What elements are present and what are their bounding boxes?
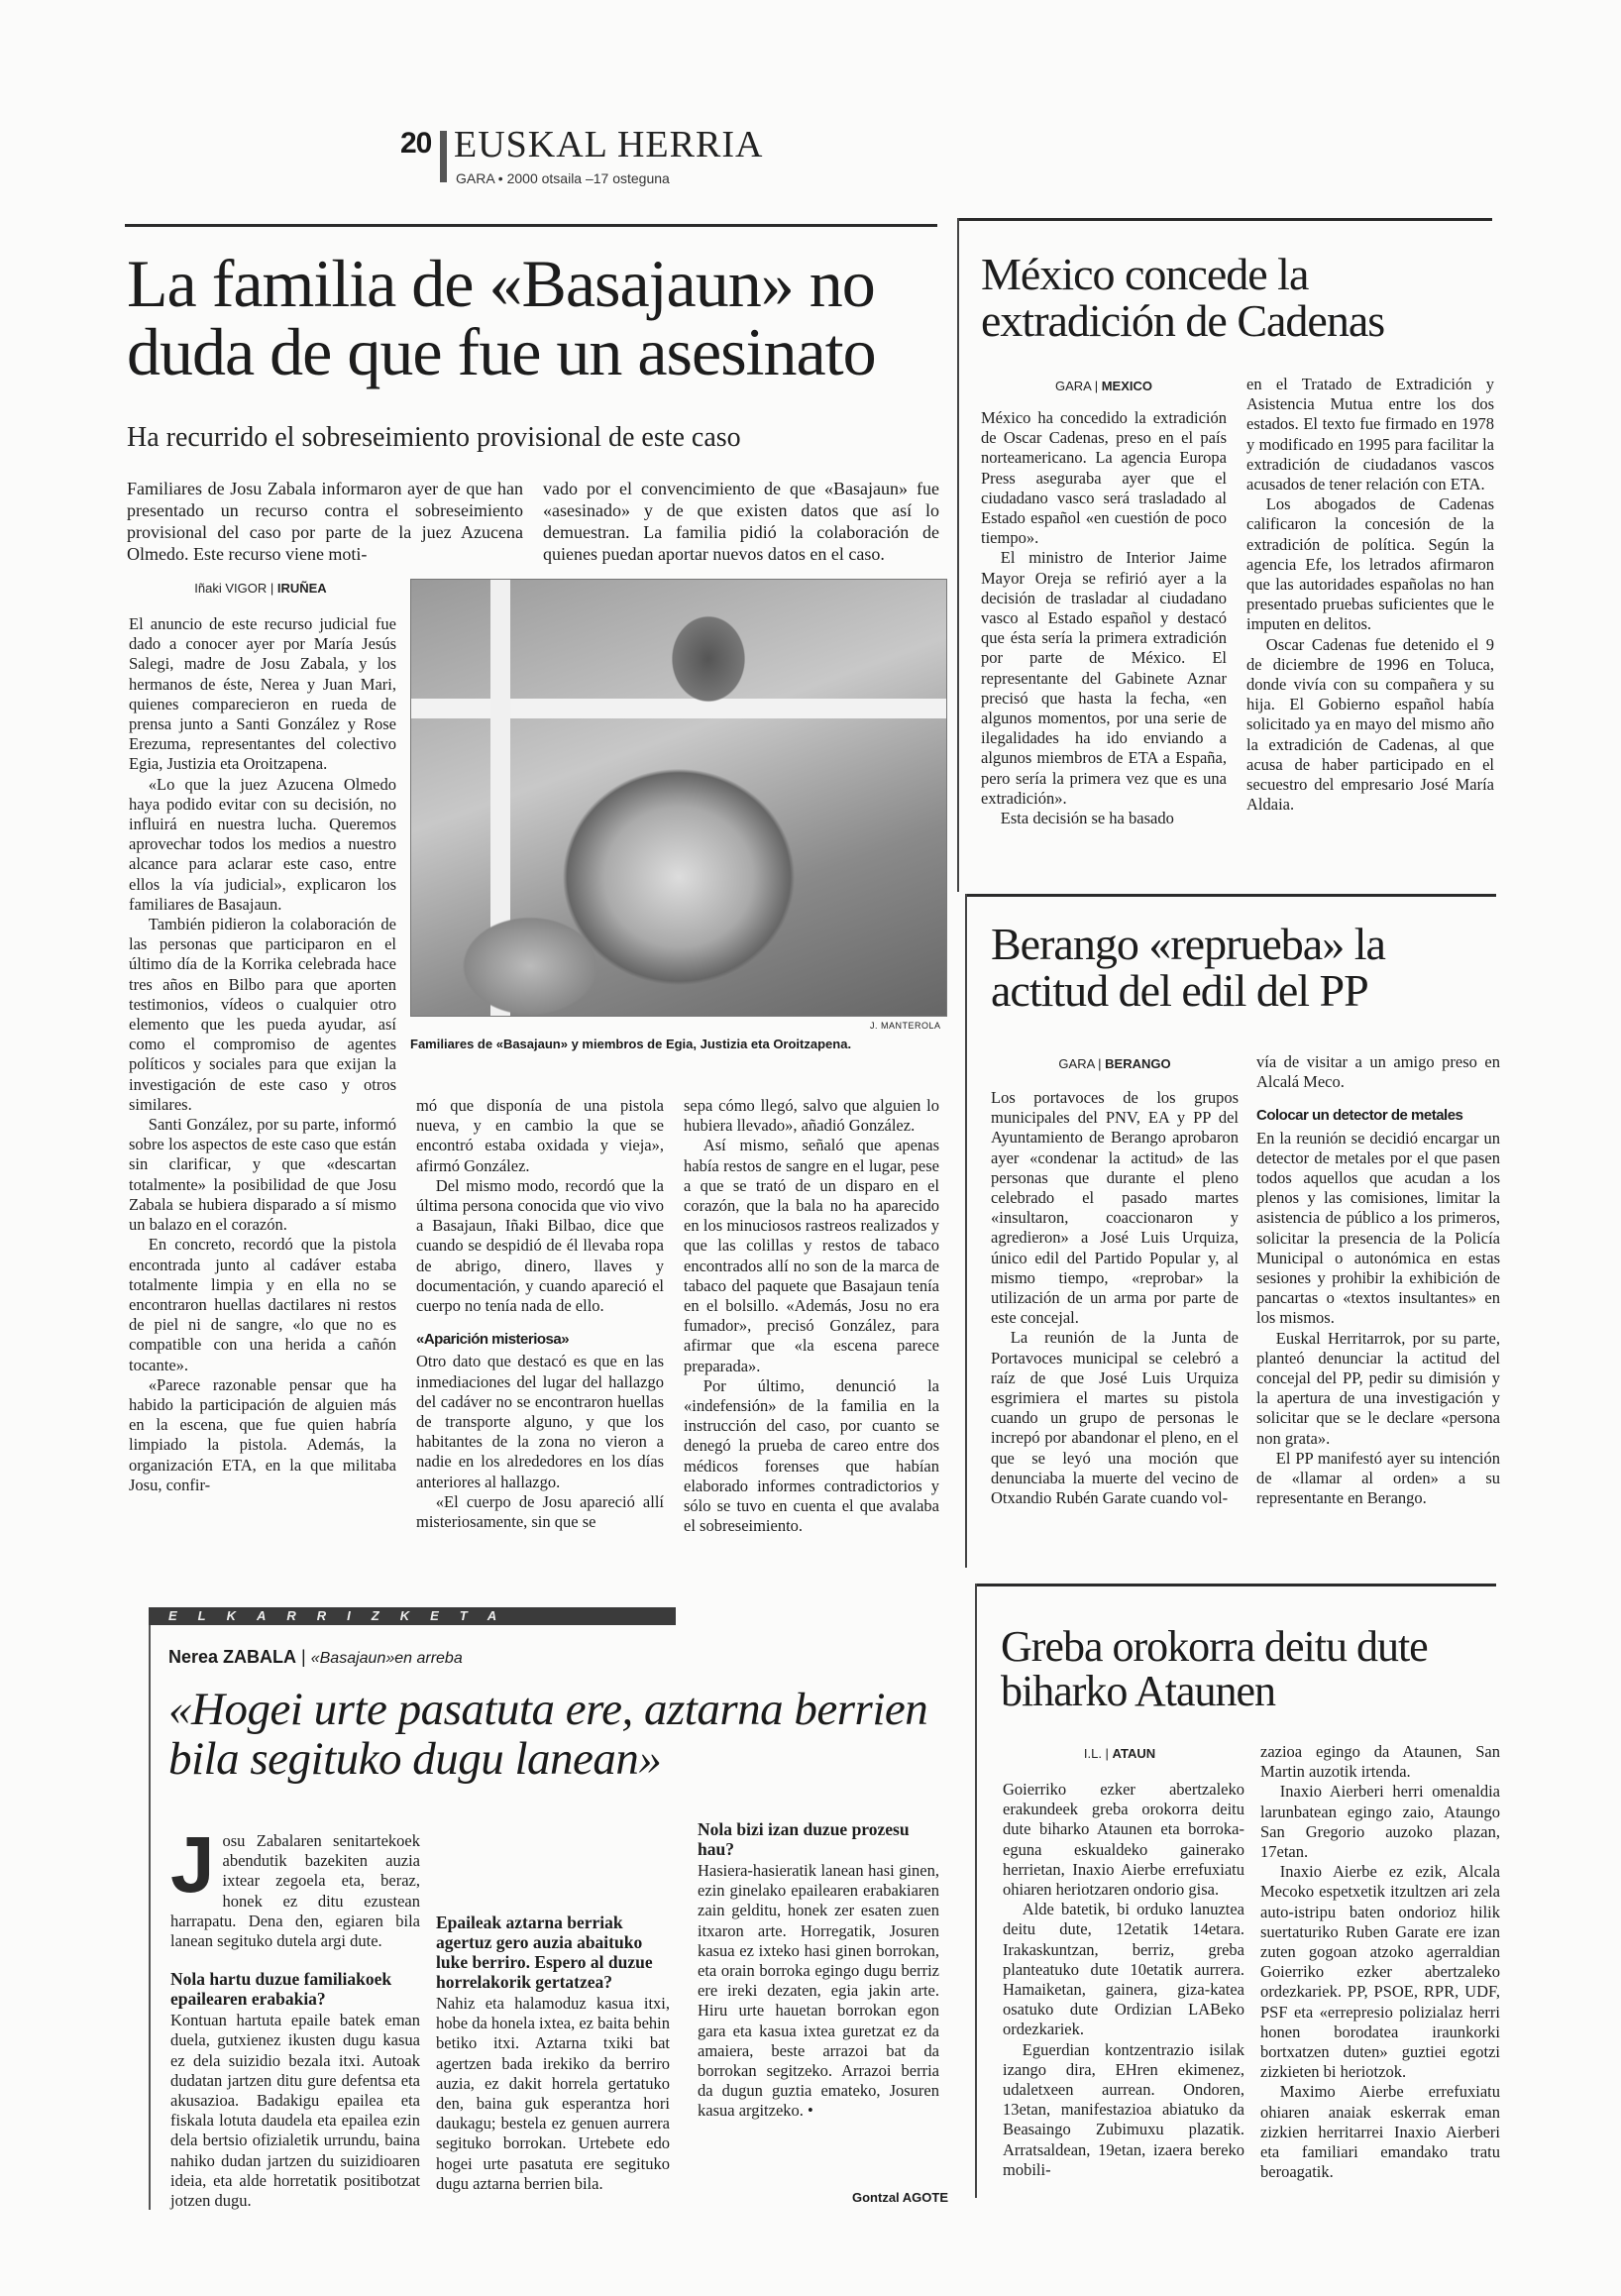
main-lead-col1: Familiares de Josu Zabala informaron ayer de que han presentado un recurso contra el sobreseimiento provisional del caso por parte de la juez Azucena Olmedo. Este recurso viene moti- (127, 479, 523, 564)
paragraph: Santi González, por su parte, informó sobre los aspectos de este caso que están sin clarificar, y que «descartan totalmente» la posibilidad de que Josu Zabala se hubiera disparado a sí mismo un balazo en el corazón. (129, 1115, 396, 1235)
byline-place: IRUÑEA (276, 581, 327, 596)
top-rule-left (125, 224, 937, 227)
masthead-bar (440, 131, 447, 182)
byline-place: ATAUN (1112, 1746, 1156, 1761)
interview-label-bar: ELKARRIZKETA (149, 1607, 676, 1625)
news-photo (410, 579, 947, 1017)
mexico-byline: GARA | MEXICO (1054, 379, 1153, 393)
interview-question: Nola hartu duzue familiakoek epailearen erabakia? (170, 1969, 392, 2010)
interview-col2 (436, 1805, 670, 2194)
main-subheadline: Ha recurrido el sobreseimiento provisional de este caso (127, 422, 741, 453)
photo-caption: Familiares de «Basajaun» y miembros de Egia, Justizia eta Oroitzapena. (410, 1037, 852, 1051)
byline-author: Iñaki VIGOR (194, 581, 268, 596)
interviewee-role: «Basajaun»en arreba (310, 1650, 463, 1667)
byline-author: I.L. (1083, 1746, 1102, 1761)
berango-byline: GARA | BERANGO (1058, 1056, 1171, 1071)
paragraph: La reunión de la Junta de Portavoces municipal se celebró a raíz de que José Luis Urquiza esgrimiera el martes su pistola cuando un grupo de personas le increpó por abandonar el pleno, en el que se leyó una moción que denunciaba la muerte del vecino de Otxandio Rubén Garate cuando vol- (991, 1328, 1239, 1508)
paragraph: Goierriko ezker abertzaleko erakundeek greba orokorra deitu dute biharko Ataunen eta borroka-eguna eskualdeko gainerako herrietan, Inaxio Aierbe errefuxiatu ohiaren heriotzaren ondorio gisa. (1003, 1780, 1244, 1900)
paragraph: Inaxio Aierbe ez ezik, Alcala Mecoko espetxetik itzultzen ari zela auto-istripu baten ondorioz hilik suertaturiko Ruben Garate ere izan zuten gogoan atzoko agerraldian Goierriko ezker abertzaleko ordezkariek. PP, PSOE, RPR, UDF, PSF eta «errepresio polizialaz herri honen borodatea iraunkorki bortxatzen duten» guztiei egotzi zizkieten bi heriotzok. (1260, 1862, 1500, 2082)
berango-col2 (1256, 1052, 1500, 1508)
paragraph: zazioa egingo da Ataunen, San Martin auzotik irtenda. (1260, 1742, 1500, 1782)
interview-intro: osu Zabalaren senitartekoek abendutik bazekiten auzia ixtear zegoela eta, beraz, honek ez ditu ezustean harrapatu. Dena den, egiaren bila lanean segituko dutela argi dute. (170, 1831, 420, 1951)
paragraph: sepa cómo llegó, salvo que alguien lo hubiera llevado», añadió González. (684, 1096, 939, 1136)
column-divider-ataun (975, 1584, 977, 2198)
mexico-col1 (981, 408, 1227, 828)
paragraph: El ministro de Interior Jaime Mayor Oreja se refirió ayer a la decisión de trasladar al ciudadano vasco al Estado español y destacó que ésta sería la primera extradición por parte de México. El representante del Gabinete Aznar precisó que hasta la fecha, «en algunos momentos, por una serie de ilegalidades ha ido enviando a algunos miembros de ETA a España, pero sería la primera vez que es una extradición». (981, 548, 1227, 808)
paragraph: Alde batetik, bi orduko lanuztea deitu dute, 12etatik 14etara. Irakaskuntzan, berriz, greba planteatuko dute 10etatik aurrera. Hamaiketan, gainera, giza-katea osatuko dute Ordizian LABeko ordezkariek. (1003, 1900, 1244, 2039)
paragraph: En la reunión se decidió encargar un detector de metales por el que pasen todos aquellos que acudan a los plenos y las comisiones, limitar la asistencia de público a los primeros, solicitar la presencia de la Policía Municipal o autonómica en estas sesiones y prohibir la exhibición de pancartas o «textos insultantes» en los mismos. (1256, 1128, 1500, 1328)
main-headline: La familia de «Basajaun» no duda de que fue un asesinato (127, 246, 876, 390)
byline-author: GARA (1058, 1056, 1095, 1071)
interview-col1 (170, 1820, 420, 2211)
paragraph: En concreto, recordó que la pistola encontrada junto al cadáver estaba totalmente limpia y en ella no se encontraron huellas dactilares ni restos de piel ni de sangre, «lo que no es compatible con una herida a cañón tocante». (129, 1235, 396, 1374)
ataun-headline: Greba orokorra deitu dute biharko Ataunen (1001, 1622, 1428, 1715)
main-col2 (416, 1096, 664, 1532)
paragraph: México ha concedido la extradición de Oscar Cadenas, preso en el país norteamericano. La agencia Europa Press aseguraba ayer que el ciudadano vasco será trasladado al Estado español «en cuestión de poco tiempo». (981, 408, 1227, 548)
paragraph: «Lo que la juez Azucena Olmedo haya podido evitar con su decisión, no influirá en nuestra lucha. Queremos aprovechar todos los medios a nuestro alcance para aclarar este caso, entre ellos la vía judicial», explicaron los familiares de Basajaun. (129, 774, 396, 914)
paragraph: Así mismo, señaló que apenas había restos de sangre en el lugar, pese a que se trató de un disparo en el corazón, que la bala no ha aparecido en los minuciosos rastreos realizados y que las colillas y restos de tabaco encontrados allí no son de la marca de tabaco del paquete que Basajaun tenía en el bolsillo. «Además, Josu no era fumador», precisó González, para afirmar que «la escena parece preparada». (684, 1136, 939, 1375)
page-number: 20 (400, 127, 432, 160)
ataun-col1 (1003, 1780, 1244, 2180)
main-col1 (129, 614, 396, 1495)
mexico-headline: México concede la extradición de Cadenas (981, 249, 1385, 346)
byline-place: MEXICO (1101, 379, 1153, 393)
column-divider-berango (965, 894, 967, 1568)
paragraph: También pidieron la colaboración de las personas que participaron en el último día de la Korrika celebrada hace tres años en Bilbo para que aporten testimonios, vídeos o cualquier otro elemento que les pueda ayudar, así como el compromiso de agentes políticos y sociales para que exijan la investigación de este caso y otros similares. (129, 915, 396, 1114)
berango-headline: Berango «reprueba» la actitud del edil del PP (991, 919, 1385, 1016)
interview-question: Epaileak aztarna berriak agertuz gero auzia abaituko luke berriro. Espero al duzue horrelakorik gertatzea? (436, 1913, 653, 1992)
interview-byline: Nerea ZABALA | «Basajaun»en arreba (168, 1647, 463, 1667)
main-col3 (684, 1096, 939, 1536)
paragraph: Maximo Aierbe errefuxiatu ohiaren anaiak eskerrak eman zizkien herritarrei Inaxio Aierberi eta familiari emandako tratu beroagatik. (1260, 2082, 1500, 2182)
berango-rule (965, 894, 1496, 897)
interview-box-border (149, 1625, 151, 2210)
paragraph: Los abogados de Cadenas calificaron la concesión de la extradición de política. Según la agencia Efe, los letrados afirmaron que las autoridades españolas no han presentado pruebas suficientes que le imputen en delitos. (1246, 494, 1494, 634)
top-rule-right (957, 218, 1492, 221)
paragraph: Eguerdian kontzentrazio isilak izango dira, EHren ekimenez, udaletxeen aurrean. Ondoren, 13etan, manifestazioa abiatuko da Beasaingo Zubimuxu plazatik. Arratsaldean, 19etan, izaera bereko mobili- (1003, 2039, 1244, 2179)
interview-signature: Gontzal AGOTE (852, 2190, 949, 2205)
dropcap: J (170, 1820, 215, 1909)
paragraph: El PP manifestó ayer su intención de «llamar al orden» a su representante en Berango. (1256, 1448, 1500, 1508)
paragraph: Euskal Herritarrok, por su parte, planteó denunciar la actitud del concejal del PP, pedir su dimisión y la apertura de una investigación y solicitar que se le declare «persona non grata». (1256, 1328, 1500, 1448)
paragraph: Por último, denunció la «indefensión» de la familia en la instrucción del caso, por cuanto se denegó la prueba de careo entre dos médicos forenses que habían elaborado informes contradictorios y sólo se tuvo en cuenta el que avalaba el sobreseimiento. (684, 1375, 939, 1536)
paragraph: Del mismo modo, recordó que la última persona conocida que vio vivo a Basajaun, Iñaki Bilbao, dice que cuando se despidió de él llevaba ropa de abrigo, dinero, llaves y documentación, y cuando apareció el cuerpo no tenía nada de ello. (416, 1175, 664, 1316)
section-title: EUSKAL HERRIA (454, 124, 764, 165)
interview-answer: Kontuan hartuta epaile batek eman duela, gutxienez ikusten dugu kasua ez dela suizidio bezala itxi. Autoak dudatan jartzen ditu gure defentsa eta akusazioa. Badakigu epailea eta fiskala lotuta daudela eta epailea ezin dela bertsio ofizialetik urrundu, baina nahiko dudan jartzen du suizidioaren ideia, eta alde horretatik positibotzat jotzen dugu. (170, 2011, 420, 2211)
column-divider-mexico (957, 218, 959, 892)
paragraph: «El cuerpo de Josu apareció allí misteriosamente, sin que se (416, 1491, 664, 1532)
paragraph: Oscar Cadenas fue detenido el 9 de diciembre de 1996 en Toluca, donde vivía con su compañera y su hija. El Gobierno español había solicitado ya en mayo del mismo año la extradición de Cadenas, al que acusa de haber participado en el secuestro del empresario José María Aldaia. (1246, 634, 1494, 815)
interview-question: Nola bizi izan duzue prozesu hau? (698, 1819, 910, 1859)
interviewee-name: Nerea ZABALA (168, 1647, 297, 1667)
byline-author: GARA (1054, 379, 1092, 393)
paragraph: Los portavoces de los grupos municipales del PNV, EA y PP del Ayuntamiento de Berango aprobaron ayer «condenar la actitud» de las personas que durante el pleno celebrado el pasado martes «insultaron, coaccionaron y agredieron» a José Luis Urquiza, único edil del Partido Popular y, al mismo tiempo, «reprobar» la utilización de un arma por parte de este concejal. (991, 1088, 1239, 1328)
subhead: Colocar un detector de metales (1256, 1107, 1463, 1125)
ataun-byline: I.L. | ATAUN (1083, 1746, 1156, 1761)
main-byline: Iñaki VIGOR | IRUÑEA (194, 581, 327, 596)
paragraph: en el Tratado de Extradición y Asistencia Mutua entre los dos estados. El texto fue firmado en 1978 y modificado en 1995 para facilitar la extradición de ciudadanos vascos acusados de tener relación con ETA. (1246, 375, 1494, 494)
dateline: GARA • 2000 otsaila –17 osteguna (456, 170, 670, 186)
ataun-rule (975, 1584, 1496, 1586)
paragraph: Esta decisión se ha basado (1000, 809, 1174, 828)
photo-credit: J. MANTEROLA (870, 1021, 941, 1031)
interview-col3 (698, 1819, 939, 2122)
subhead: «Aparición misteriosa» (416, 1331, 570, 1349)
paragraph: «Parece razonable pensar que ha habido la participación de alguien más en la escena, que fue quien habría limpiado la pistola. Además, la organización ETA, en la que militaba Josu, confir- (129, 1374, 396, 1494)
berango-col1 (991, 1088, 1239, 1508)
byline-place: BERANGO (1105, 1056, 1171, 1071)
interview-title: «Hogei urte pasatuta ere, aztarna berrien bila segituko dugu lanean» (168, 1684, 928, 1785)
interview-answer: Hasiera-hasieratik lanean hasi ginen, ezin ginelako epailearen erabakiaren zain gelditu, honek zer esaten zuen itxaron arte. Horregatik, Josuren kasua ez ixteko hasi ginen borrokan, eta orain borroka egingo dugu berriz ere ireki dezaten, egia jakin arte. Hiru urte hauetan borrokan egon gara eta kasua ixtea guretzat ez da amaiera, beste arrazoi bat da borrokan segitzeko. Arrazoi berria da dugun guztia emateko, Josuren kasua argitzeko. • (698, 1861, 939, 2121)
paragraph: El anuncio de este recurso judicial fue dado a conocer ayer por María Jesús Salegi, madre de Josu Zabala, y los hermanos de éste, Nerea y Juan Mari, quienes comparecieron en rueda de prensa junto a Santi González y Rose Erezuma, representantes del colectivo Egia, Justizia eta Oroitzapena. (129, 614, 396, 774)
ataun-col2 (1260, 1742, 1500, 2182)
paragraph: Otro dato que destacó es que en las inmediaciones del lugar del hallazgo del cadáver no se encontraron huellas de transporte alguno, y que los habitantes de la zona no vieron a nadie en los alrededores en los días anteriores al hallazgo. (416, 1352, 664, 1491)
interview-answer: Nahiz eta halamoduz kasua itxi, hobe da honela ixtea, ez baita behin betiko itxi. Aztarna txiki bat agertzen bada irekiko da berriro auzia, ez dakit horrela gertatuko den, baina guk esperantza hori daukagu; bestela ez genuen aurrera segituko borrokan. Urtebete edo hogei urte pasatuta ere segituko dugu aztarna berrien bila. (436, 1994, 670, 2193)
paragraph: Inaxio Aierberi herri omenaldia larunbatean egingo zaio, Ataungo San Gregorio auzoko plazan, 17etan. (1260, 1782, 1500, 1862)
paragraph: vía de visitar a un amigo preso en Alcalá Meco. (1256, 1052, 1500, 1092)
paragraph: mó que disponía de una pistola nueva, y en cambio la que se encontró estaba oxidada y vieja», afirmó González. (416, 1096, 664, 1175)
mexico-col2 (1246, 375, 1494, 815)
main-lead-col2: vado por el convencimiento de que «Basajaun» fue «asesinado» y de que existen datos que así lo demuestran. La familia pidió la colaboración de quienes puedan aportar nuevos datos en el caso. (543, 479, 939, 564)
